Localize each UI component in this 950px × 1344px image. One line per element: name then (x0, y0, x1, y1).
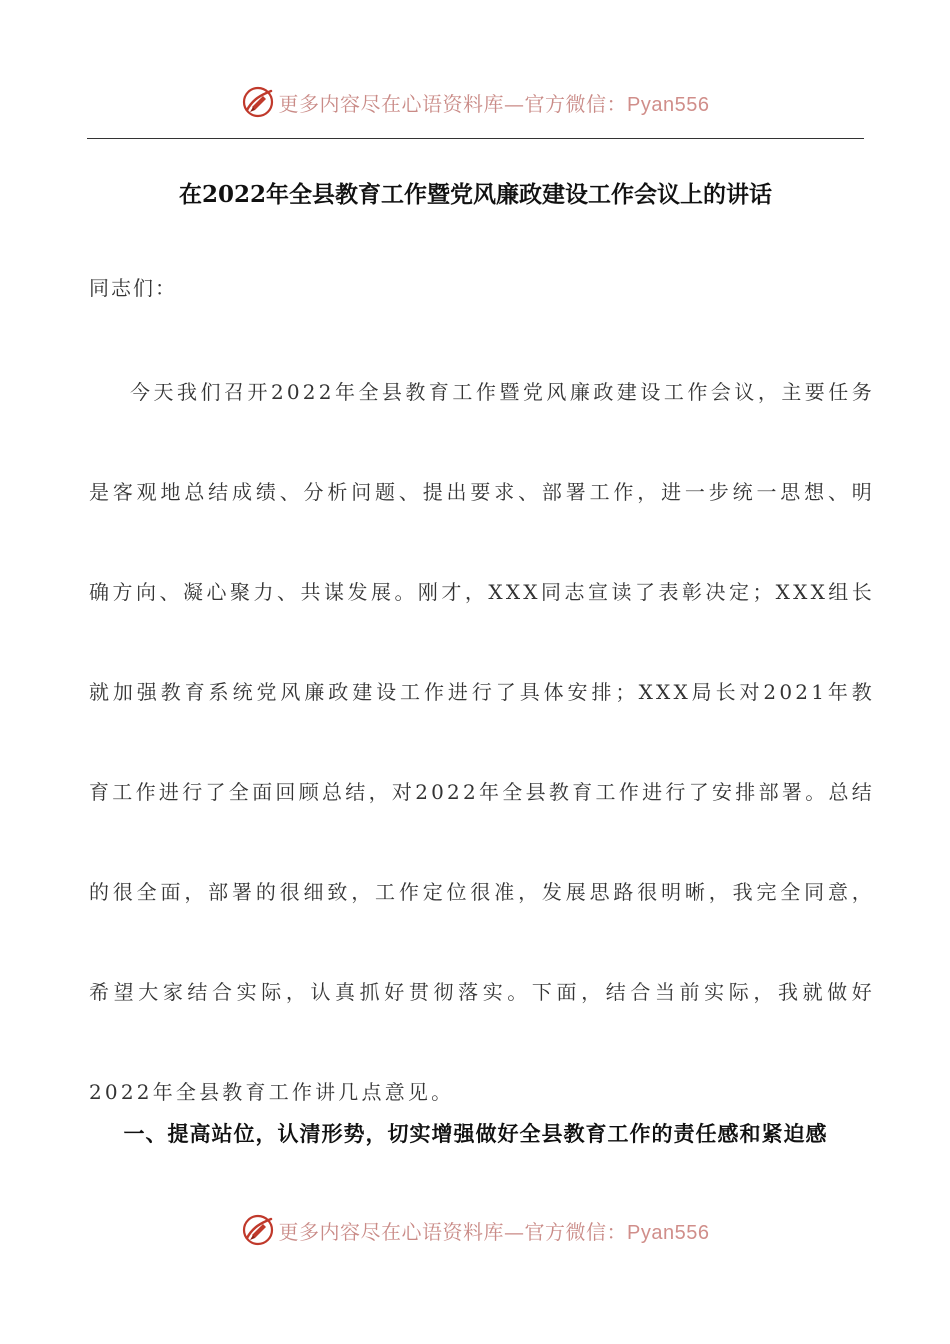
banner-label: 更多内容尽在心语资料库—官方微信： (278, 91, 628, 116)
banner-text (279, 1216, 710, 1245)
header-divider (87, 138, 864, 139)
pen-logo-icon (241, 1213, 275, 1247)
salutation: 同志们： (89, 276, 177, 300)
body-paragraph: 今天我们召开2022年全县教育工作暨党风廉政建设工作会议，主要任务是客观地总结成绩、分析问题、提出要求、部署工作，进一步统一思想、明确方向、凝心聚力、共谋发展。刚才，XXX同志宣读了表彰决定；XXX组长就加强教育系统党风廉政建设工作进行了具体安排；XXX局长对2021年教育工作进行了全面回顾总结，对2022年全县教育工作进行了安排部署。总结的很全面，部署的很细致，工作定位很准，发展思路很明晰，我完全同意，希望大家结合实际，认真抓好贯彻落实。下面，结合当前实际，我就做好2022年全县教育工作讲几点意见。 (89, 380, 875, 1104)
document-title: 在2022年全县教育工作暨党风廉政建设工作会议上的讲话 (178, 181, 772, 208)
header-banner (0, 82, 950, 122)
pen-logo-icon (241, 85, 275, 119)
banner-text (279, 88, 710, 117)
wechat-id: Pyan556 (627, 1221, 710, 1244)
wechat-id: Pyan556 (627, 93, 710, 116)
banner-label: 更多内容尽在心语资料库—官方微信： (278, 1219, 628, 1244)
section-heading: 一、提高站位，认清形势，切实增强做好全县教育工作的责任感和紧迫感 (123, 1121, 828, 1146)
footer-banner (0, 1210, 950, 1250)
